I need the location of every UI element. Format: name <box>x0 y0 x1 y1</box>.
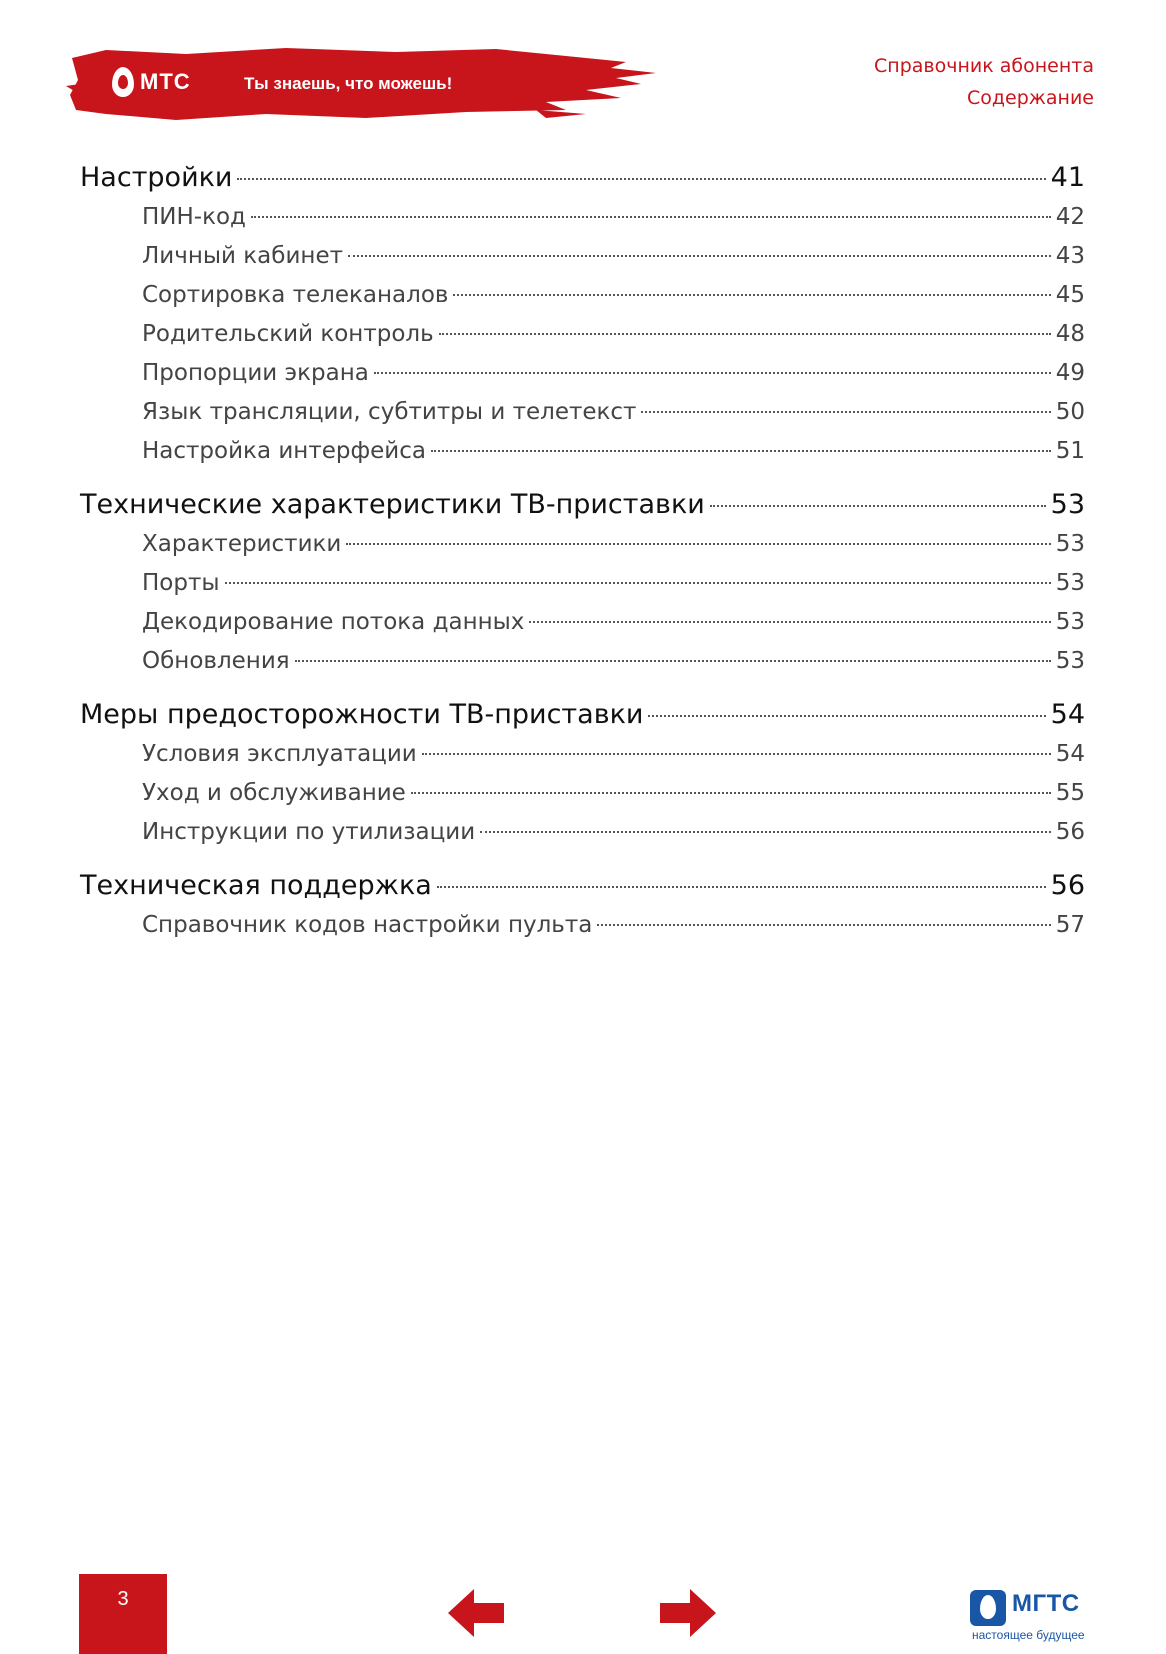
dot-leader <box>439 333 1051 335</box>
arrow-left-icon[interactable] <box>448 1585 504 1641</box>
toc-page-number: 53 <box>1055 648 1085 674</box>
dot-leader <box>437 886 1046 888</box>
toc-entry-title: Условия эксплуатации <box>142 741 417 767</box>
toc-page-number: 53 <box>1050 489 1085 520</box>
toc-page-number: 53 <box>1055 609 1085 635</box>
dot-leader <box>225 582 1051 584</box>
partner-tagline: настоящее будущее <box>972 1628 1085 1642</box>
toc-subsection-row[interactable] <box>80 315 1085 354</box>
toc-subsection-row[interactable] <box>80 564 1085 603</box>
table-of-contents <box>80 158 1085 945</box>
toc-page-number: 41 <box>1050 162 1085 193</box>
toc-page-number: 53 <box>1055 570 1085 596</box>
toc-entry-title: Уход и обслуживание <box>142 780 406 806</box>
toc-section-row[interactable] <box>80 485 1085 525</box>
toc-subsection-row[interactable] <box>80 354 1085 393</box>
dot-leader <box>348 255 1051 257</box>
dot-leader <box>431 450 1051 452</box>
toc-page-number: 54 <box>1050 699 1085 730</box>
toc-page-number: 51 <box>1055 438 1085 464</box>
dot-leader <box>346 543 1050 545</box>
dot-leader <box>480 831 1051 833</box>
mgts-egg-icon <box>970 1590 1006 1626</box>
toc-page-number: 56 <box>1050 870 1085 901</box>
dot-leader <box>374 372 1051 374</box>
toc-subsection-row[interactable] <box>80 642 1085 681</box>
dot-leader <box>641 411 1050 413</box>
dot-leader <box>648 715 1045 717</box>
toc-page-number: 55 <box>1055 780 1085 806</box>
arrow-right-icon[interactable] <box>660 1585 716 1641</box>
brand-name: МТС <box>140 69 191 94</box>
toc-section-row[interactable] <box>80 866 1085 906</box>
toc-entry-title: Декодирование потока данных <box>142 609 525 635</box>
toc-entry-title: Характеристики <box>142 531 342 557</box>
toc-entry-title: Сортировка телеканалов <box>142 282 449 308</box>
dot-leader <box>237 178 1045 180</box>
dot-leader <box>597 924 1050 926</box>
toc-entry-title: Личный кабинет <box>142 243 343 269</box>
document-title: Справочник абонента <box>874 55 1094 77</box>
toc-entry-title: Техническая поддержка <box>80 870 432 901</box>
toc-subsection-row[interactable] <box>80 525 1085 564</box>
toc-entry-title: Пропорции экрана <box>142 360 369 386</box>
toc-entry-title: Порты <box>142 570 220 596</box>
toc-page-number: 48 <box>1055 321 1085 347</box>
toc-subsection-row[interactable] <box>80 813 1085 852</box>
toc-page-number: 45 <box>1055 282 1085 308</box>
toc-page-number: 57 <box>1055 912 1085 938</box>
toc-subsection-row[interactable] <box>80 774 1085 813</box>
toc-page-number: 54 <box>1055 741 1085 767</box>
toc-entry-title: Настройки <box>80 162 233 193</box>
dot-leader <box>529 621 1050 623</box>
mts-egg-icon <box>112 67 134 97</box>
toc-page-number: 49 <box>1055 360 1085 386</box>
dot-leader <box>453 294 1050 296</box>
toc-subsection-row[interactable] <box>80 198 1085 237</box>
toc-page-number: 43 <box>1055 243 1085 269</box>
partner-name: МГТС <box>1012 1590 1080 1617</box>
toc-entry-title: ПИН-код <box>142 204 246 230</box>
toc-page-number: 53 <box>1055 531 1085 557</box>
mts-logo <box>112 67 191 97</box>
toc-entry-title: Обновления <box>142 648 290 674</box>
brand-banner <box>66 40 656 128</box>
dot-leader <box>295 660 1051 662</box>
toc-subsection-row[interactable] <box>80 432 1085 471</box>
toc-section-row[interactable] <box>80 158 1085 198</box>
toc-entry-title: Технические характеристики ТВ-приставки <box>80 489 705 520</box>
dot-leader <box>422 753 1051 755</box>
toc-subsection-row[interactable] <box>80 237 1085 276</box>
toc-subsection-row[interactable] <box>80 393 1085 432</box>
toc-subsection-row[interactable] <box>80 906 1085 945</box>
toc-page-number: 42 <box>1055 204 1085 230</box>
brand-slogan: Ты знаешь, что можешь! <box>244 74 453 93</box>
toc-entry-title: Родительский контроль <box>142 321 434 347</box>
toc-entry-title: Меры предосторожности ТВ-приставки <box>80 699 644 730</box>
toc-entry-title: Язык трансляции, субтитры и телетекст <box>142 399 637 425</box>
toc-page-number: 56 <box>1055 819 1085 845</box>
toc-subsection-row[interactable] <box>80 276 1085 315</box>
page-number: 3 <box>79 1574 167 1654</box>
dot-leader <box>251 216 1051 218</box>
toc-section-row[interactable] <box>80 695 1085 735</box>
dot-leader <box>710 505 1046 507</box>
document-header <box>874 50 1094 114</box>
section-title: Содержание <box>967 87 1094 109</box>
toc-entry-title: Настройка интерфейса <box>142 438 426 464</box>
toc-page-number: 50 <box>1055 399 1085 425</box>
mgts-logo <box>970 1584 1090 1644</box>
toc-entry-title: Инструкции по утилизации <box>142 819 476 845</box>
toc-entry-title: Справочник кодов настройки пульта <box>142 912 593 938</box>
dot-leader <box>411 792 1051 794</box>
toc-subsection-row[interactable] <box>80 735 1085 774</box>
toc-subsection-row[interactable] <box>80 603 1085 642</box>
